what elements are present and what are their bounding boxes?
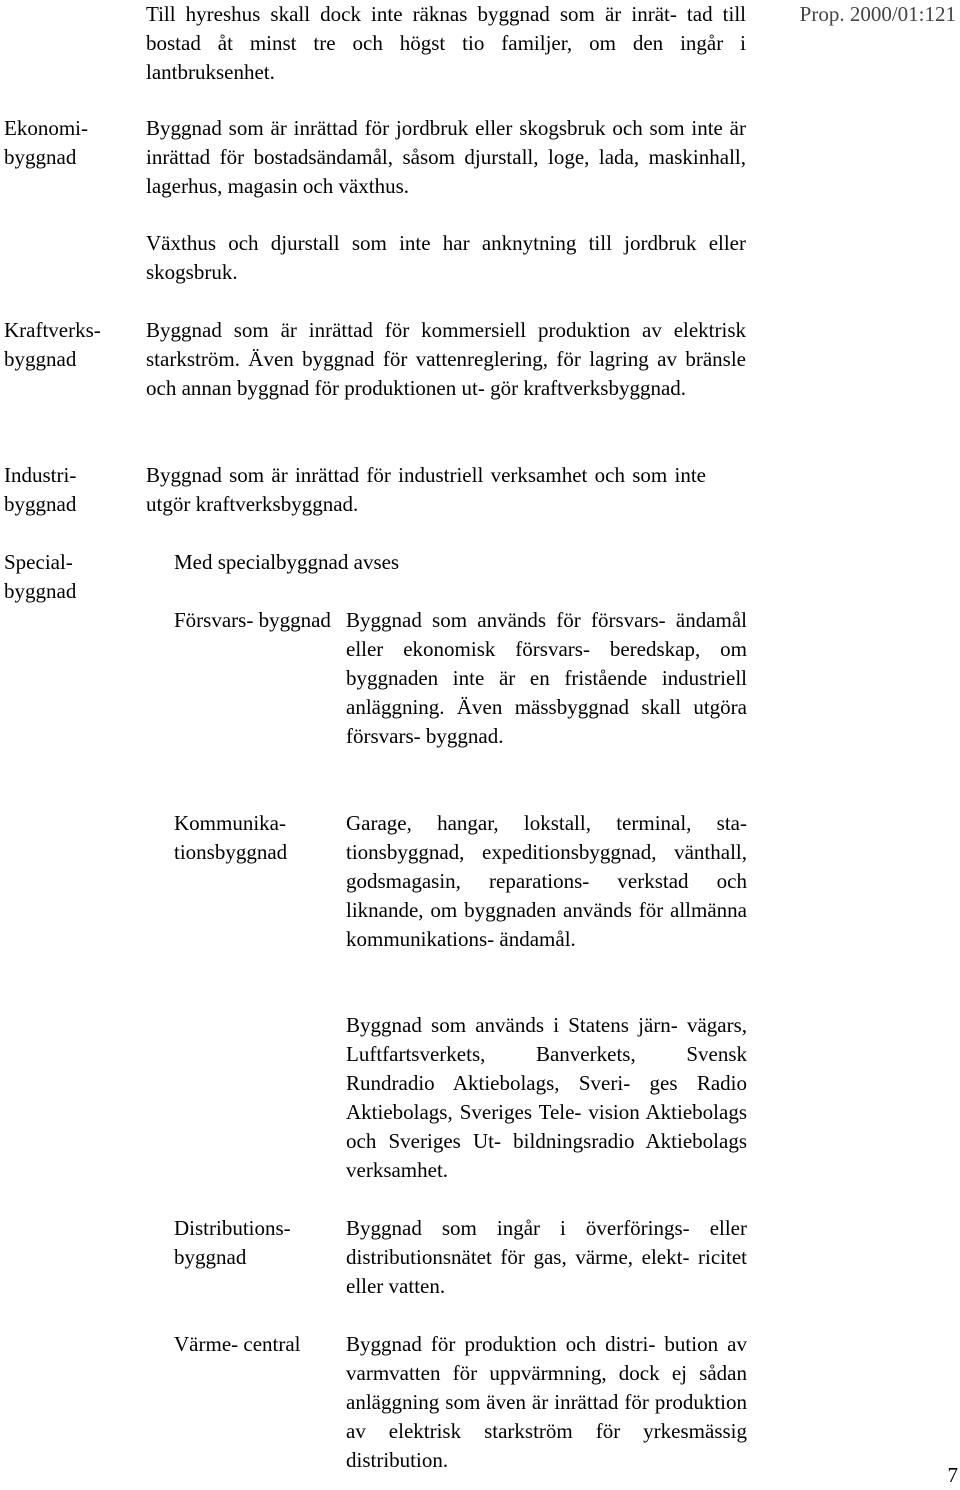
margin-label-kraftverksbyggnad: Kraftverks- byggnad [4, 318, 101, 371]
paragraph-kommunikationsbyggnad: Garage, hangar, lokstall, terminal, sta- tionsbyggnad, expeditionsbyggnad, vänthall, godsmagasin, reparations- verkstad och liknande, om byggnaden används för allmänna kommunikations- ändamål. [346, 811, 747, 951]
paragraph-varmecentral: Byggnad för produktion och distri- bution av varmvatten för uppvärmning, dock ej sådan anläggning som även är inrättad för produktion av elektrisk starkström för yrkesmässig distribution. [346, 1332, 747, 1472]
paragraph-industribyggnad: Byggnad som är inrättad för industriell verksamhet och som inte utgör kraftverksbyggnad. [146, 463, 706, 516]
paragraph-kraftverksbyggnad: Byggnad som är inrättad för kommersiell produktion av elektrisk starkström. Även byggnad för vattenreglering, för lagring av bränsle och annan byggnad för produktionen ut- gör kraftverksbyggnad. [146, 318, 746, 400]
sub-label-kommunikationsbyggnad: Kommunika- tionsbyggnad [174, 811, 288, 864]
paragraph-ekonomibyggnad-note: Växthus och djurstall som inte har anknytning till jordbruk eller skogsbruk. [146, 231, 746, 284]
margin-label-ekonomibyggnad: Ekonomi- byggnad [4, 116, 88, 169]
sub-label-distributionsbyggnad: Distributions- byggnad [174, 1216, 291, 1269]
document-reference: Prop. 2000/01:121 [799, 2, 956, 26]
paragraph-kommunikationsbyggnad-2: Byggnad som används i Statens järn- vägars, Luftfartsverkets, Banverkets, Svensk Rundradio Aktiebolags, Sveri- ges Radio Aktiebolags, Sveriges Tele- vision Aktiebolags och Sveriges Ut- bildningsradio Aktiebolags verksamhet. [346, 1013, 747, 1182]
specialbyggnad-intro: Med specialbyggnad avses [174, 550, 400, 574]
paragraph-ekonomibyggnad: Byggnad som är inrättad för jordbruk eller skogsbruk och som inte är inrättad för bostadsändamål, såsom djurstall, loge, lada, maskinhall, lagerhus, magasin och växthus. [146, 116, 746, 198]
page-number: 7 [947, 1463, 958, 1487]
paragraph-forsvarsbyggnad: Byggnad som används för försvars- ändamål eller ekonomisk försvars- beredskap, om byggnaden inte är en fristående industriell anläggning. Även mässbyggnad skall utgöra försvars- byggnad. [346, 608, 747, 748]
intro-paragraph: Till hyreshus skall dock inte räknas byggnad som är inrät- tad till bostad åt minst tre och högst tio familjer, om den ingår i lantbruksenhet. [146, 2, 746, 84]
sub-label-forsvarsbyggnad: Försvars- byggnad [174, 608, 331, 632]
margin-label-industribyggnad: Industri- byggnad [4, 463, 77, 516]
margin-label-specialbyggnad: Special- byggnad [4, 550, 77, 603]
paragraph-distributionsbyggnad: Byggnad som ingår i överförings- eller distributionsnätet för gas, värme, elekt- ricitet eller vatten. [346, 1216, 747, 1298]
sub-label-varmecentral: Värme- central [174, 1332, 301, 1356]
